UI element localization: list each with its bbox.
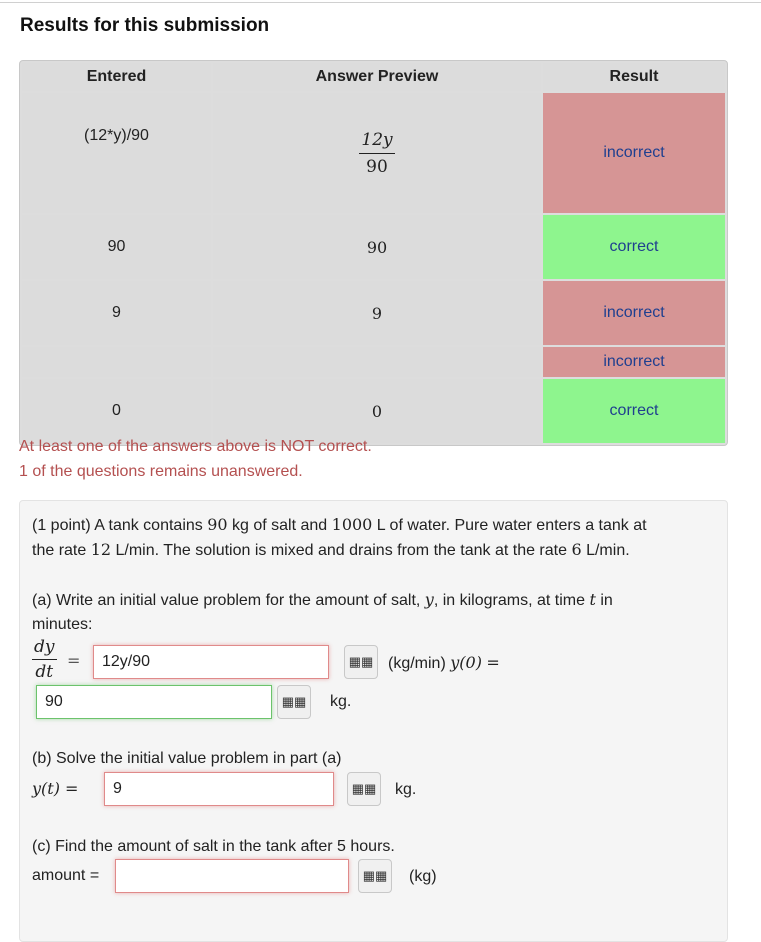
equals-sign: =: [486, 653, 500, 672]
problem-text: L/min. The solution is mixed and drains from the tank at the rate: [111, 542, 572, 559]
fraction-numerator: 12y: [359, 130, 394, 154]
initial-value-unit: kg.: [330, 693, 352, 710]
equals-sign: =: [65, 779, 79, 798]
table-row: [22, 215, 725, 279]
preview-cell: 9: [213, 281, 541, 345]
result-cell: incorrect: [543, 281, 725, 345]
preview-cell: 0: [213, 379, 541, 443]
table-row: [22, 93, 725, 213]
water-amount: 1000: [331, 515, 373, 534]
part-b-text: (b) Solve the initial value problem in part (a): [32, 750, 342, 767]
dt-label: dt: [35, 662, 54, 682]
problem-text: L/min.: [581, 542, 630, 559]
result-cell: correct: [543, 215, 725, 279]
table-row: [22, 281, 725, 345]
problem-text: (1 point) A tank contains: [32, 517, 208, 534]
top-divider: [0, 2, 761, 3]
keyboard-icon[interactable]: ▦▦: [347, 772, 381, 806]
solution-unit: kg.: [395, 781, 417, 798]
page-heading: Results for this submission: [20, 15, 270, 36]
fraction-denominator: 90: [366, 156, 388, 177]
outflow-rate: 6: [571, 540, 582, 559]
problem-text: in: [595, 592, 613, 609]
column-header-result: Result: [543, 63, 725, 91]
keyboard-icon[interactable]: ▦▦: [344, 645, 378, 679]
not-correct-message: At least one of the answers above is NOT correct.: [19, 438, 372, 455]
part-c-text: (c) Find the amount of salt in the tank after 5 hours.: [32, 838, 395, 855]
column-header-entered: Entered: [22, 63, 211, 91]
unanswered-message: 1 of the questions remains unanswered.: [19, 463, 303, 480]
unit-text: (kg/min): [388, 655, 446, 672]
preview-cell: [213, 347, 541, 377]
keyboard-icon[interactable]: ▦▦: [277, 685, 311, 719]
dy-dt-fraction: [32, 637, 57, 682]
problem-text: , in kilograms, at time: [433, 592, 590, 609]
result-cell: incorrect: [543, 347, 725, 377]
initial-value-input[interactable]: 90: [36, 685, 272, 719]
yt-label: y(t): [32, 779, 60, 798]
problem-panel: [19, 500, 728, 942]
part-a-line-2: minutes:: [32, 616, 93, 633]
problem-text: the rate: [32, 542, 91, 559]
entered-cell: 90: [22, 215, 211, 279]
column-header-preview: Answer Preview: [213, 63, 541, 91]
table-row: [22, 379, 725, 443]
problem-text: L of water. Pure water enters a tank at: [372, 517, 647, 534]
solution-label: [32, 776, 78, 801]
amount-label: amount =: [32, 867, 100, 884]
variable-t: t: [589, 590, 596, 609]
table-row: [22, 347, 725, 377]
amount-input[interactable]: [115, 859, 349, 893]
keyboard-icon[interactable]: ▦▦: [358, 859, 392, 893]
preview-cell: 90: [213, 215, 541, 279]
entered-cell: 9: [22, 281, 211, 345]
part-a-line-1: [32, 587, 613, 613]
rate-answer-input[interactable]: 12y/90: [93, 645, 329, 679]
preview-cell: [213, 93, 541, 213]
entered-cell: (12*y)/90: [22, 93, 211, 213]
result-cell: correct: [543, 379, 725, 443]
problem-text: (a) Write an initial value problem for the amount of salt,: [32, 592, 425, 609]
salt-amount: 90: [207, 515, 228, 534]
results-header-row: [22, 63, 725, 91]
entered-cell: [22, 347, 211, 377]
problem-line-2: [32, 537, 630, 563]
entered-cell: 0: [22, 379, 211, 443]
rate-unit: [388, 650, 500, 676]
preview-fraction: [359, 130, 394, 177]
inflow-rate: 12: [90, 540, 112, 559]
problem-line-1: [32, 512, 647, 538]
equals-sign: =: [67, 651, 81, 670]
amount-unit: (kg): [409, 868, 437, 885]
result-cell: incorrect: [543, 93, 725, 213]
problem-text: kg of salt and: [227, 517, 332, 534]
initial-condition-label: y(0): [450, 653, 482, 672]
dy-label: dy: [32, 637, 57, 660]
solution-input[interactable]: 9: [104, 772, 334, 806]
variable-y: y: [424, 590, 434, 609]
results-table: [19, 60, 728, 446]
